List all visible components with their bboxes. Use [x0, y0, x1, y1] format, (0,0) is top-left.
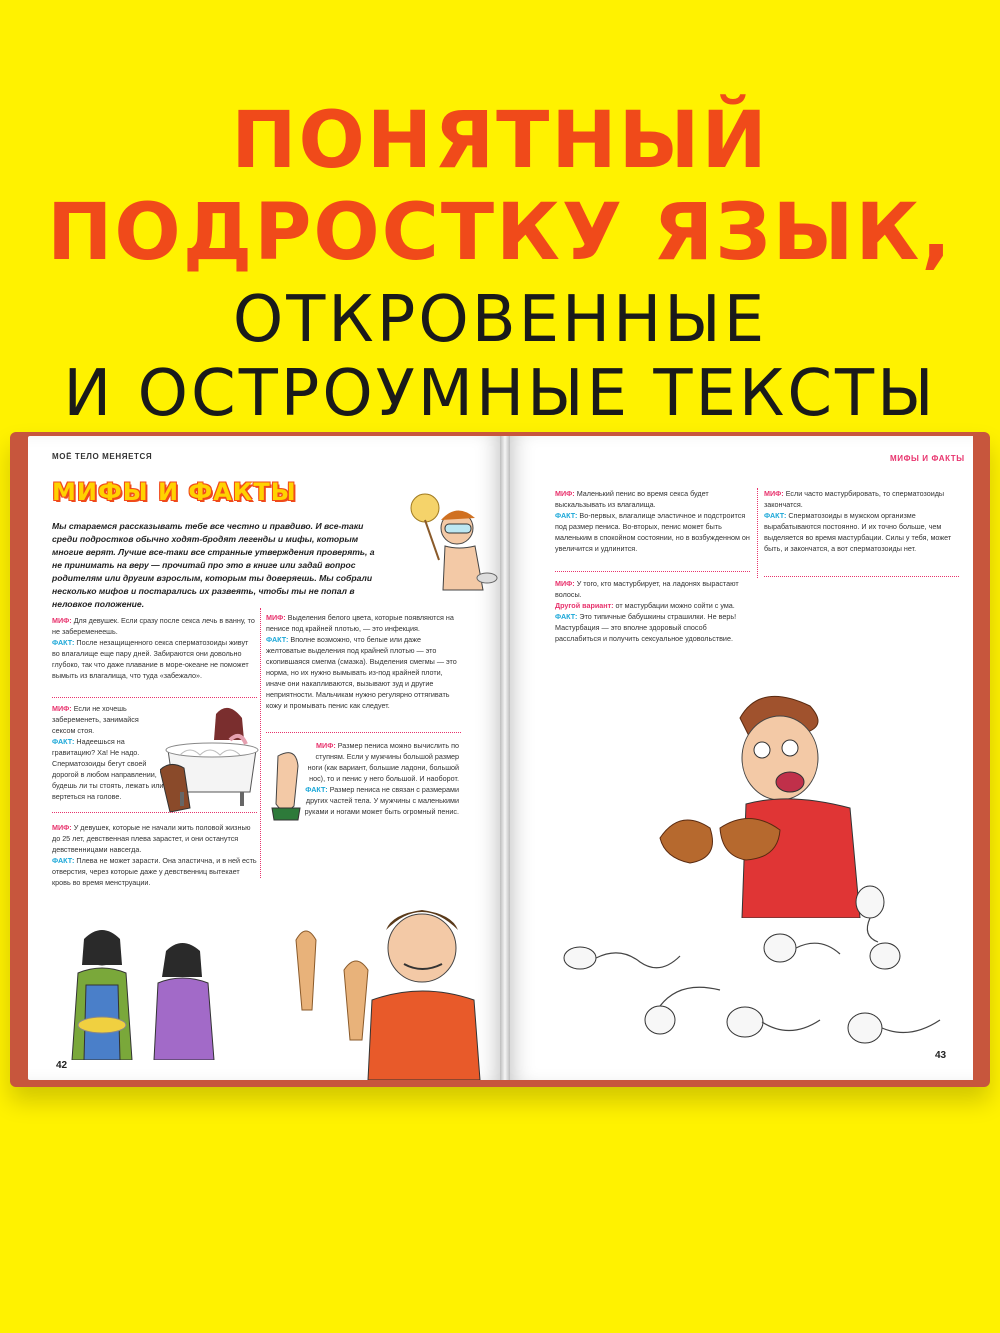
- myth-fact-hair: МИФ: У того, кто мастурбирует, на ладонях вырастают волосы. Другой вариант: от мастурбации можно сойти с ума. ФАКТ: Это типичные бабушкины страшилки. Не верь! Мастурбация — это вполне здоровый способ расслабиться и получить сексуальное удовольствие.: [555, 579, 739, 643]
- headline: [0, 95, 1000, 431]
- myth-fact-standing: МИФ: Если не хочешь забеременеть, занимайся сексом стоя. ФАКТ: Надеешься на гравитацию? Ха! Не надо. Сперматозоиды бегут своей дорогой в любом направлении, будешь ли ты стоять, лежать или вертеться на голове.: [52, 704, 164, 801]
- left-page-number: 42: [56, 1060, 68, 1071]
- divider: [764, 576, 959, 577]
- foot-sketch-illustration: [268, 746, 308, 826]
- section-title: МИФЫ И ФАКТЫ: [52, 478, 297, 506]
- headline-line-4: И ОСТРОУМНЫЕ ТЕКСТЫ: [63, 357, 937, 431]
- left-running-head: МОЁ ТЕЛО МЕНЯЕТСЯ: [52, 452, 153, 461]
- man-with-spoons-illustration: [282, 900, 482, 1080]
- myth-fact-smegma: МИФ: Выделения белого цвета, которые появляются на пенисе под крайней плотью, — это инфекция. ФАКТ: Вполне возможно, что белые или даже желтоватые выделения под крайней плотью — это скопившаяся смегма (смазка). Выделения смегмы — это норма, но их нужно вымывать из-под крайней плоти, иначе они накапливаются, вызывают зуд и другие неприятности. Мальчикам нужно регулярно оттягивать кожу и промывать пенис как следует.: [266, 613, 457, 710]
- headline-line-3: ОТКРОВЕННЫЕ: [232, 283, 768, 357]
- boy-with-sponge-illustration: [395, 490, 505, 610]
- column-divider: [757, 488, 758, 578]
- divider: [555, 571, 750, 572]
- myth-fact-sperm: МИФ: Если часто мастурбировать, то сперматозоиды закончатся. ФАКТ: Сперматозоиды в мужском организме вырабатываются постоянно. И их точно больше, чем выделяется во время мастурбации. Силы у тебя, может быть, и закончатся, а вот сперматозоиды нет.: [764, 489, 952, 553]
- divider: [52, 697, 257, 698]
- myth-fact-hymen: МИФ: У девушек, которые не начали жить половой жизнью до 25 лет, девственная плева зарастет, и они останутся девственницами навсегда. ФАКТ: Плева не может зарасти. Она эластична, и в ней есть отверстия, через которые даже у девственниц вытекает кровь во время менструации.: [52, 823, 257, 887]
- intro-text: Мы стараемся рассказывать тебе все честно и правдиво. И все-таки среди подростков обычно ходят-бродят легенды и мифы, которым многие верят. Лучше все-таки все странные утверждения проверять, а не принимать на веру — прочитай про это в книге или задай вопрос родителям или другим взрослым, которым ты доверяешь. Мы собрали несколько мифов и постарались их развеять, чтобы ты не попал в неловкое положение.: [52, 521, 375, 609]
- myth-fact-size: МИФ: Размер пениса можно вычислить по ступням. Если у мужчины большой размер ноги (как вариант, большие ладони, большой нос), то и пенис у него большой. И наоборот. ФАКТ: Размер пениса не связан с размерами других частей тела. У мужчины с маленькими руками и ногами может быть огромный пенис.: [304, 741, 459, 816]
- women-illustration: [62, 925, 232, 1060]
- divider: [52, 812, 257, 813]
- divider: [266, 732, 461, 733]
- myth-fact-small-penis: МИФ: Маленький пенис во время секса будет выскальзывать из влагалища. ФАКТ: Во-первых, влагалище эластичное и подстроится под размер пениса. Во-вторых, пенис может быть маленьким в спокойном состоянии, но в возбужденном он увеличится и удлинится.: [555, 489, 750, 553]
- right-running-head: МИФЫ И ФАКТЫ: [890, 454, 965, 463]
- bathtub-illustration: [160, 700, 260, 825]
- headline-line-2: ПОДРОСТКУ ЯЗЫК,: [47, 188, 953, 278]
- right-page-number: 43: [935, 1050, 947, 1061]
- headline-line-1: ПОНЯТНЫЙ: [231, 96, 769, 186]
- sperm-creatures-illustration: [540, 880, 960, 1065]
- myth-fact-bath: МИФ: Для девушек. Если сразу после секса лечь в ванну, то не забеременеешь. ФАКТ: После незащищенного секса сперматозоиды живут во влагалище еще пару дней. Забираются они довольно глубоко, так что даже плавание в море-океане не поможет вымыть из влагалища, что туда «забежало».: [52, 616, 255, 680]
- column-divider: [260, 608, 261, 878]
